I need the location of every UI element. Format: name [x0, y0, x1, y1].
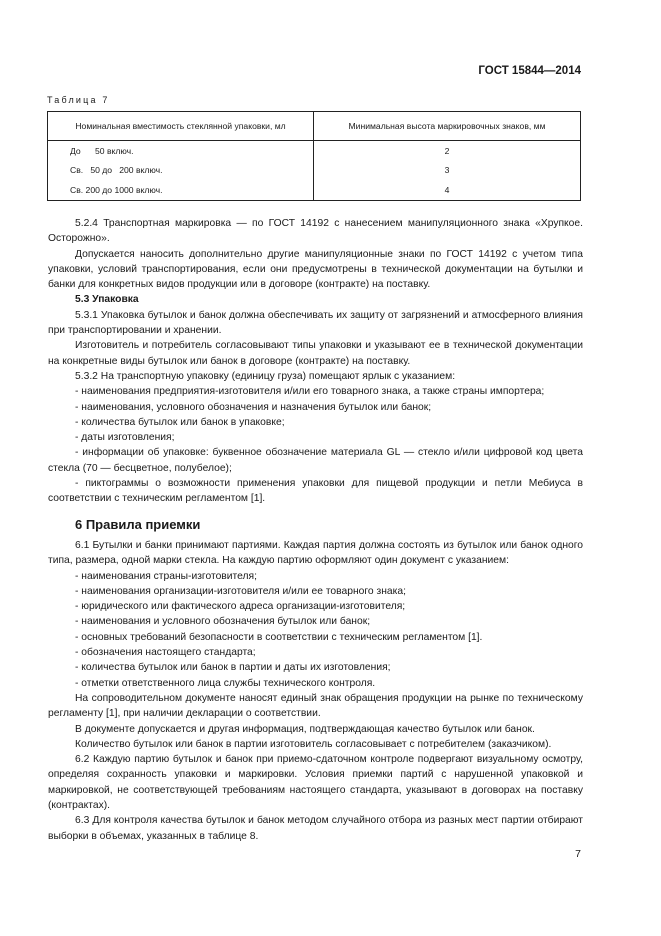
document-id: ГОСТ 15844—2014 — [478, 65, 581, 77]
paragraph-6-3: 6.3 Для контроля качества бутылок и банок методом случайного отбора из разных мест партии отбирают выборки в объемах, указанных в таблице 8. — [48, 815, 583, 842]
paragraph-6-1: 6.1 Бутылки и банки принимают партиями. Каждая партия должна состоять из бутылок или банок одного типа, размера, одной марки стекла. На каждую партию оформляют один документ с указанием: — [48, 539, 583, 567]
table-7 — [47, 111, 581, 201]
list-item: - пиктограммы о возможности применения упаковки для пищевой продукции и петли Мебиуса в соответствии с техническим регламентом [1]. — [48, 478, 583, 505]
list-item: - количества бутылок или банок в партии и даты их изготовления; — [75, 662, 391, 674]
table-cell-height: 2 — [314, 141, 581, 161]
list-item: - основных требований безопасности в соответствии с техническим регламентом [1]. — [75, 631, 483, 643]
paragraph-5-2-4: 5.2.4 Транспортная маркировка — по ГОСТ 14192 с нанесением манипуляционного знака «Хрупкое. Осторожно». — [48, 218, 583, 245]
list-item: - количества бутылок или банок в упаковке; — [75, 416, 285, 428]
paragraph-6-1-c: В документе допускается и другая информация, подтверждающая качество бутылок или банок. — [75, 723, 535, 735]
list-item: - наименования, условного обозначения и назначения бутылок или банок; — [75, 401, 432, 413]
list-item: - обозначения настоящего стандарта; — [75, 647, 256, 659]
list-item: - информации об упаковке: буквенное обозначение материала GL — стекло и/или цифровой код цвета стекла (70 — бесцветное, полубелое); — [48, 447, 583, 474]
list-item: - наименования страны-изготовителя; — [75, 570, 257, 582]
table-cell-height: 3 — [314, 161, 581, 181]
table-cell-height: 4 — [314, 180, 581, 200]
paragraph-6-2: 6.2 Каждую партию бутылок и банок при приемо-сдаточном контроле подвергают визуальному осмотру, определяя сохранность упаковки и маркировки. Условия приемки партий с нарушенной упаковкой и маркировкой, не соответствующей требованиям настоящего стандарта, указывают в договорах на поставку (контрактах). — [48, 754, 583, 811]
table-row — [48, 141, 581, 161]
list-item: - наименования предприятия-изготовителя и/или его товарного знака, а также страны импортера; — [75, 386, 545, 398]
list-item: - наименования организации-изготовителя и/или ее товарного знака; — [75, 585, 406, 597]
table-row — [48, 180, 581, 200]
section-heading-6: 6 Правила приемки — [75, 516, 201, 532]
table-header-row — [48, 112, 581, 141]
paragraph-5-3-1: 5.3.1 Упаковка бутылок и банок должна обеспечивать их защиту от загрязнений и атмосферного влияния при транспортировании и хранении. — [48, 309, 583, 337]
table-cell-capacity: До 50 включ. — [48, 141, 314, 161]
paragraph-5-2-4-b: Допускается наносить дополнительно другие манипуляционные знаки по ГОСТ 14192 с учетом типа упаковки, условий транспортирования, если они предусмотрены в технической документации на бутылки и банки для конкретных видов продукции или в договоре (контракте) на поставку. — [48, 248, 583, 291]
list-item: - юридического или фактического адреса организации-изготовителя; — [75, 601, 406, 613]
section-heading-5-3: 5.3 Упаковка — [75, 294, 139, 306]
list-item: - отметки ответственного лица службы технического контроля. — [75, 677, 376, 689]
document-body — [48, 216, 583, 844]
table-header-height: Минимальная высота маркировочных знаков, мм — [314, 112, 581, 141]
list-item: - наименования и условного обозначения бутылок или банок; — [75, 616, 371, 628]
paragraph-5-3-1-b: Изготовитель и потребитель согласовывают типы упаковки и указывают ее в технической документации на конкретные виды бутылок или банок в договоре (контракте) на поставку. — [48, 340, 583, 367]
paragraph-6-1-b: На сопроводительном документе наносят единый знак обращения продукции на рынке по техническому регламенту [1], при наличии декларации о соответствии. — [48, 692, 583, 720]
table-cell-capacity: Св. 200 до 1000 включ. — [48, 180, 314, 200]
paragraph-6-1-d: Количество бутылок или банок в партии изготовитель согласовывает с потребителем (заказчиком). — [75, 738, 552, 750]
list-item: - даты изготовления; — [75, 432, 175, 444]
table-label: Таблица 7 — [47, 95, 110, 105]
table-cell-capacity: Св. 50 до 200 включ. — [48, 161, 314, 181]
table-row — [48, 161, 581, 181]
page-number: 7 — [575, 848, 581, 860]
paragraph-5-3-2: 5.3.2 На транспортную упаковку (единицу груза) помещают ярлык с указанием: — [75, 370, 456, 382]
table-header-capacity: Номинальная вместимость стеклянной упаковки, мл — [48, 112, 314, 141]
